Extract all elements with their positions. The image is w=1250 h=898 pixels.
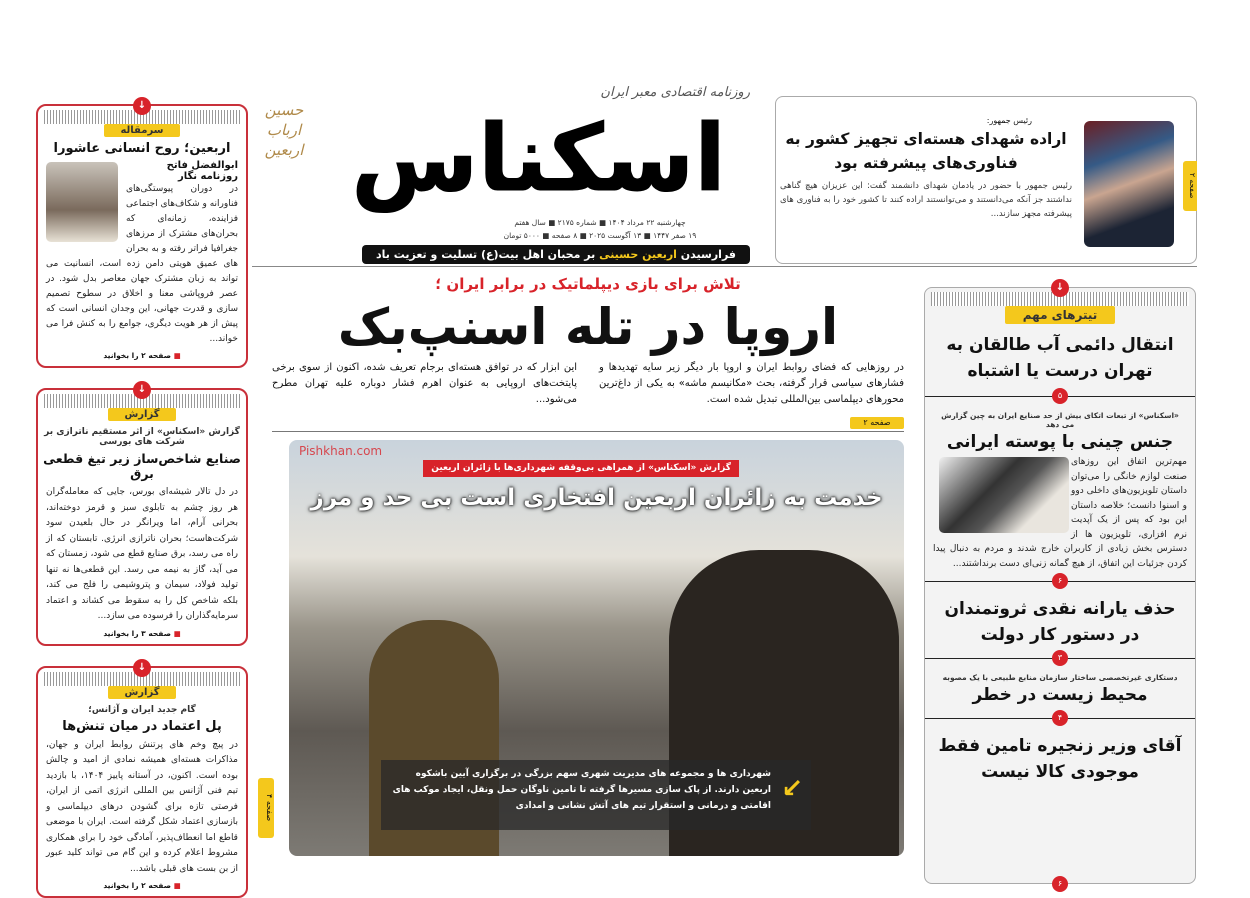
report-body: در دل تالار شیشه‌ای بورس، جایی که معامله‌گران هر روز چشم به تابلوی سبز و قرمز دوخته‌اند، بحرانی آرام، اما ویرانگر در حال بلعیدن سود شرکت‌هاست؛ بحران ناترازی انرژی. تابستان که از راه می رسد، برق صنایع قطع می شود، زمستان که می آید، گاز به نیمه می رسد. این قطعی‌ها نه تنها تولید فولاد، سیمان و پتروشیمی را فلج می کند، بلکه شاخص کل را به سقوط می کشاند و اعتماد سرمایه‌گذاران را فرسوده می سازد...: [38, 485, 246, 625]
section-tag: گزارش: [108, 686, 175, 699]
page-number: ۶: [1052, 876, 1068, 892]
top-story-box: [775, 96, 1197, 264]
tv-photo: [939, 457, 1069, 533]
banner-text: بر محبان اهل بیت(ع) تسلیت و تعزیت باد: [376, 248, 599, 261]
headline-5[interactable]: آقای وزیر زنجیره تامین فقط موجودی کالا نیست: [933, 733, 1187, 785]
section-tag: تیترهای مهم: [1005, 306, 1116, 324]
lead-page-tag[interactable]: صفحه ۲: [850, 417, 904, 429]
top-story-text: [780, 115, 1072, 221]
headline-section-4: [925, 658, 1195, 718]
headline-2[interactable]: جنس چینی با پوسته ایرانی: [933, 429, 1187, 455]
arrow-down-icon: ↓: [1051, 279, 1069, 297]
headline-4[interactable]: محیط زیست در خطر: [933, 682, 1187, 708]
headline-kicker: دستکاری غیرتخصصی ساختار سازمان منابع طبیعی با یک مصوبه: [933, 673, 1187, 682]
top-story-kicker: رئیس جمهور:: [780, 115, 1072, 127]
author-name: ابوالفضل فاتح: [38, 160, 246, 171]
report-box-1: [36, 388, 248, 646]
arbaeen-banner: [362, 245, 750, 264]
president-photo: [1084, 121, 1174, 247]
lead-section: [272, 274, 904, 856]
page-tab[interactable]: صفحه ۲: [1183, 161, 1197, 211]
photo-headline[interactable]: خدمت به زائران اربعین افتخاری است بی حد و مرز: [309, 484, 884, 512]
lead-rule: [272, 431, 904, 432]
page-number: ۶: [1052, 573, 1068, 589]
page-number: ۵: [1052, 388, 1068, 404]
left-column: [36, 104, 248, 898]
page-number: ۳: [1052, 650, 1068, 666]
lead-body-left: این ابزار که در توافق هسته‌ای برجام تعریف شده، اکنون از سوی برخی پایتخت‌های اروپایی به عنوان اهرم فشار دوباره علیه تهران مطرح می‌شود...: [272, 360, 577, 408]
dateline: ۱۹ صفر ۱۴۴۷ ■ ۱۳ آگوست ۲۰۲۵ ■ ۸ صفحه ■ ۵۰۰۰ تومان: [450, 230, 750, 241]
headline-section-3: [925, 581, 1195, 658]
arrow-down-icon: ↓: [133, 97, 151, 115]
top-story-body: رئیس جمهور با حضور در یادمان شهدای دانشمند گفت: این عزیزان هیچ گناهی نداشتند جز آنکه می‌دانستند و می‌توانستند اراده کنند تا کشور خود را به فناوری های پیشرفته مجهز سازند...: [780, 179, 1072, 221]
photo-page-tab[interactable]: صفحه ۴: [258, 778, 274, 838]
masthead-rule: [252, 266, 1197, 267]
masthead-logo: اسکناس: [322, 104, 755, 214]
report-box-2: [36, 666, 248, 898]
headline-kicker: «اسکناس» از تبعات اتکای بیش از حد صنایع ایران به چین گزارش می دهد: [933, 411, 1187, 429]
author-photo: [46, 162, 118, 242]
headline-3[interactable]: حذف یارانه نقدی ثروتمندان در دستور کار دولت: [933, 596, 1187, 648]
dateline: چهارشنبه ۲۲ مرداد ۱۴۰۴ ■ شماره ۲۱۷۵ ■ سال هفتم: [450, 217, 750, 228]
report-headline[interactable]: پل اعتماد در میان تنش‌ها: [42, 719, 242, 734]
main-photo: [289, 440, 904, 856]
read-more-link[interactable]: ■ صفحه ۳ را بخوانید: [38, 629, 246, 638]
headline-body: مهم‌ترین اتفاق این روزهای صنعت لوازم خانگی را می‌توان داستان تلویزیون‌های داخلی دوو و اسنوا دانست؛ خلاصه داستان این بود که پس از یک آپدیت نرم افزاری، تلویزیون ها از دسترس بخش زیادی از کاربران خارج شدند و مردم به دنبال پیدا کردن جزئیات این اتفاق، از هیچ گمانه زنی‌ای دست برنداشتند...: [933, 455, 1187, 571]
author-role: روزنامه نگار: [38, 171, 246, 182]
read-more-link[interactable]: ■ صفحه ۲ را بخوانید: [38, 351, 246, 360]
calligraphy-logo: حسین ارباب اربعین: [254, 100, 314, 160]
editorial-headline[interactable]: اربعین؛ روح انسانی عاشورا: [42, 141, 242, 156]
banner-text: فرارسیدن: [677, 248, 736, 261]
lead-kicker: تلاش برای بازی دیپلماتیک در برابر ایران ؛: [272, 274, 904, 294]
report-kicker: گام جدید ایران و آژانس؛: [38, 705, 246, 715]
editorial-body: در دوران پیوستگی‌های فناورانه و شکاف‌های اجتماعی فزاینده، زمانه‌ای که بحران‌های مشترک از مرزهای جغرافیا فراتر رفته و به بحران های عمیق هویتی دامن زده است، انسانیت می تواند به زبان مشترک جهان معاصر بدل شود. در عصر فروپاشی معنا و اخلاق در سطوح تصمیم سازی و قدرت جهانی، این وجدان انسانی است که پیش از هر هویت دیگری، جوامع را به کنش فرا می خواند...: [38, 182, 246, 347]
lead-columns: [272, 360, 904, 408]
report-body: در پیچ وخم های پرتنش روابط ایران و جهان، مذاکرات هسته‌ای همیشه نمادی از امید و چالش بوده است. اکنون، در آستانه پاییز ۱۴۰۴، با بازدید تیم فنی آژانس بین المللی انرژی اتمی از ایران، فرصتی تازه برای گشودن درهای دیپلماسی و بازسازی اعتماد شکل گرفته است. ایران با موضعی قاطع اما انعطاف‌پذیر، آمادگی خود را برای همکاری مشروط اعلام کرده و این گام می تواند کلید عبور از بن بست های قبلی باشد...: [38, 738, 246, 878]
headlines-box: [924, 287, 1196, 884]
section-tag: سرمقاله: [104, 124, 179, 137]
headline-section-5: [925, 718, 1195, 795]
report-kicker: گزارش «اسکناس» از اثر مستقیم ناترازی بر شرکت های بورسی: [38, 427, 246, 447]
page-number: ۴: [1052, 710, 1068, 726]
photo-caption: شهرداری ها و مجموعه های مدیریت شهری سهم بزرگی در برگزاری آیین باشکوه اربعین دارند. از پاک سازی مسیرها گرفته تا تامین ناوگان حمل ونقل، ایجاد موکب های اقامتی و درمانی و استقرار تیم های آتش نشانی و امدادی: [381, 760, 811, 814]
arrow-down-icon: ↓: [133, 381, 151, 399]
lead-tag-row: [272, 410, 904, 429]
headline-section-2: [925, 396, 1195, 581]
masthead-subtitle: روزنامه اقتصادی معبر ایران: [560, 84, 750, 101]
report-headline[interactable]: صنایع شاخص‌ساز زیر تیغ قطعی برق: [42, 451, 242, 481]
arrow-icon: ↙: [781, 774, 803, 804]
editorial-box: [36, 104, 248, 368]
read-more-link[interactable]: ■ صفحه ۲ را بخوانید: [38, 881, 246, 890]
arrow-down-icon: ↓: [133, 659, 151, 677]
top-story-headline[interactable]: اراده شهدای هسته‌ای تجهیز کشور به فناوری‌های پیشرفته بود: [780, 127, 1072, 175]
photo-caption-box: [381, 760, 811, 830]
banner-highlight: اربعین حسینی: [599, 248, 677, 261]
section-tag: گزارش: [108, 408, 175, 421]
lead-headline[interactable]: اروپا در تله اسنپ‌بک: [272, 294, 904, 360]
lead-body-right: در روزهایی که فضای روابط ایران و اروپا بار دیگر زیر سایه تهدیدها و فشارهای سیاسی قرار گرفته، بحث «مکانیسم ماشه» به یکی از داغ‌ترین محورهای دیپلماسی بین‌المللی تبدیل شده است.: [599, 360, 904, 408]
headline-1[interactable]: انتقال دائمی آب طالقان به تهران درست یا اشتباه: [925, 324, 1195, 396]
photo-kicker: گزارش «اسکناس» از همراهی بی‌وقفه شهرداری‌ها با زائران اربعین: [423, 460, 739, 477]
watermark: Pishkhan.com: [299, 444, 382, 458]
